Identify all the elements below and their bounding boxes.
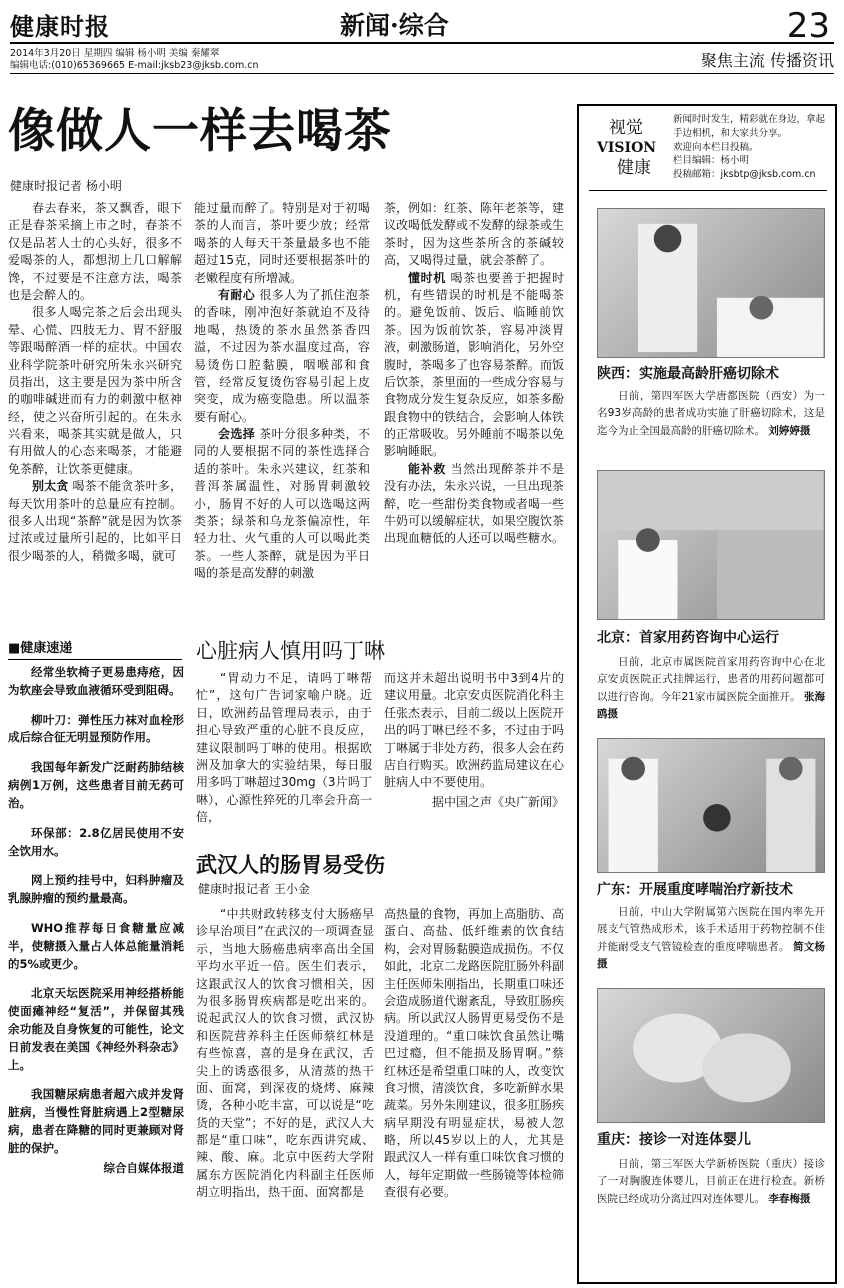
meta-date-editor: 2014年3月20日 星期四 编辑 杨小明 美编 秦耀翠 <box>10 48 220 59</box>
paragraph: 很多人喝完茶之后会出现头晕、心慌、四肢无力、胃不舒服等跟喝醉酒一样的症状。中国农业科学院茶叶研究所朱永兴研究员指出，这主要是因为茶中所含的咖啡碱进而有力的刺激中枢神经，使之兴奋所引起的。在朱永兴看来，喝茶其实就是做人，只有用做人的心态来喝茶，才能避免茶醉，让饮茶更健康。 <box>8 305 182 476</box>
news-text: 日前，第四军医大学唐都医院（西安）为一名93岁高龄的患者成功实施了肝癌切除术，这是迄今为止全国最高龄的肝癌切除术。 刘婷婷摄 <box>597 390 825 437</box>
news-caption: 广东：开展重度哮喘治疗新技术 <box>597 882 793 898</box>
section-title: 新闻·综合 <box>340 11 449 40</box>
news-text: 日前，第三军医大学新桥医院（重庆）接诊了一对胸腹连体婴儿，目前正在进行检查。新桥医院已经成功分离过四对连体婴儿。 李春梅摄 <box>597 1158 825 1205</box>
paragraph: 而这并未超出说明书中3到4片的建议用量。北京安贞医院消化科主任张杰表示，目前二级以上医院开出的吗丁啉已经不多，不过由于吗丁啉属于非处方药，很多人会在药店自行购买。欧洲药监局建议在心脏病人中不要使用。 <box>384 671 564 790</box>
slogan: 聚焦主流 传播资讯 <box>700 51 834 70</box>
news-photo-clinic <box>597 738 825 873</box>
brief-item: 网上预约挂号中，妇科肿瘤及乳腺肿瘤的预约量最高。 <box>8 873 184 906</box>
paragraph: “胃动力不足，请吗丁啉帮忙”，这句广告词家喻户晓。近日，欧洲药品管理局表示，由于担心导致严重的心脏不良反应，建议限制吗丁啉的使用。根据欧洲及加拿大的实验结果，每日服用多吗丁啉超过30mg（3片吗丁啉），心源性猝死的几率会升高一倍， <box>196 671 372 825</box>
brief-item: WHO推荐每日食糖量应减半，使糖摄入量占人体总能量消耗的5%或更少。 <box>8 920 184 971</box>
heart-column-2 <box>384 670 564 850</box>
paragraph: 茶，例如：红茶、陈年老茶等，建议改喝低发酵或不发酵的绿茶或生茶时，因为这些茶所含的茶碱较高，又喝得过量，就会茶醉了。 <box>384 201 564 268</box>
news-photo-pharmacy <box>597 470 825 620</box>
main-byline: 健康时报记者 杨小明 <box>10 179 122 193</box>
brief-item: 环保部：2.8亿居民使用不安全饮用水。 <box>8 825 184 858</box>
masthead <box>10 4 834 44</box>
newspaper-logo: 健康时报 <box>10 12 110 41</box>
wuhan-column-2 <box>384 906 564 1246</box>
vision-intro: 新闻时时发生，精彩就在身边，拿起手边相机，和大家共分享。 欢迎向本栏目投稿。 栏目编辑：杨小明 投稿邮箱：jksbtp@jksb.com.cn <box>673 114 826 181</box>
paragraph: 春去春来，茶又飘香，眼下正是春茶采摘上市之时，春茶不仅是品茗人士的心头好，很多不爱喝茶的人，都想沏上几口解解馋，不过要是不注意方法，喝茶也是会醉人的。 <box>8 201 182 302</box>
news-photo-doctor-patient <box>597 208 825 358</box>
editor-meta <box>10 48 259 72</box>
brief-item: 我国糖尿病患者超六成并发肾脏病，当慢性肾脏病遇上2型糖尿病，患者在降糖的同时更兼顾对肾脏的保护。 <box>8 1087 184 1155</box>
vision-title-cn2: 健康 <box>617 158 651 178</box>
paragraph: 懂时机 喝茶也要善于把握时机，有些错误的时机是不能喝茶的。避免饭前、饭后、临睡前饮茶。因为饭前饮茶，容易冲淡胃液，刺激肠道，影响消化，另外空腹时，茶喝多了也容易茶醉。而饭后饮茶，茶里面的一些成分容易与食物成分发生复杂反应，如茶多酚跟食物中的铁结合，会影响人体铁的正常吸收。另外睡前不喝茶以免影响睡眠。 <box>384 270 564 459</box>
heart-column-1 <box>196 670 372 850</box>
main-headline: 像做人一样去喝茶 <box>8 104 392 159</box>
vision-sidebar <box>577 104 837 1284</box>
paragraph: 能补救 当然出现醉茶并不是没有办法，朱永兴说，一旦出现茶醉，吃一些甜份类食物或者喝一些牛奶可以缓解症状，如果空腹饮茶出现血糖低的人还可以喝些糖水。 <box>384 461 564 546</box>
photo-credit: 张海鸥摄 <box>597 690 825 720</box>
photo-credit: 李春梅摄 <box>768 1192 811 1205</box>
briefs-source: 综合自媒体报道 <box>103 1160 184 1175</box>
briefs-heading: ■健康速递 <box>8 640 182 660</box>
brief-item: 北京天坛医院采用神经搭桥能使面瘫神经“复活”，并保留其残余功能及自身恢复的可能性，论文日前发表在美国《神经外科杂志》上。 <box>8 986 184 1072</box>
vision-title-cn: 视觉 <box>609 118 643 138</box>
news-caption: 北京：首家用药咨询中心运行 <box>597 630 779 646</box>
paragraph: “中共财政转移支付大肠癌早诊早治项目”在武汉的一项调查显示，当地大肠癌患病率高出全国平均水平近一倍。医生们表示，这跟武汉人的饮食习惯相关，因为很多肠胃疾病都是吃出来的。说起武汉人的饮食习惯，武汉协和医院营养科主任医师蔡红林是有些惊喜，喜的是身在武汉，舌尖上的诱惑很多，从清蒸的热干面、面窝，到深夜的烧烤、麻辣烫，各种小吃丰富，可以说是“吃货的天堂”；不好的是，武汉人大都是“重口味”，吃东西讲究咸、辣、酸、麻。北京中医药大学附属东方医院消化内科副主任医师胡立明指出，热干面、面窝都是 <box>196 907 374 1200</box>
news-photo-twins <box>597 988 825 1123</box>
heart-headline: 心脏病人慎用吗丁啉 <box>196 639 385 663</box>
news-text: 日前，北京市属医院首家用药咨询中心在北京安贞医院正式挂牌运行，患者的用药问题都可以进行咨询。今年21家市属医院全面推开。 张海鸥摄 <box>597 656 825 720</box>
wuhan-headline: 武汉人的肠胃易受伤 <box>196 852 385 877</box>
paragraph: 别太贪 喝茶不能贪茶叶多，每天饮用茶叶的总量应有控制。很多人出现“茶醉”就是因为饮茶过浓或过量所引起的，比如平日很少喝茶的人，稍微多喝，就可 <box>8 479 182 563</box>
page-number: 23 <box>786 6 830 46</box>
wuhan-column-1 <box>196 906 374 1246</box>
brief-item: 柳叶刀：弹性压力袜对血栓形成后综合征无明显预防作用。 <box>8 712 184 745</box>
paragraph: 有耐心 很多人为了抓住泡茶的香味，刚冲泡好茶就迫不及待地喝，热烫的茶水虽然茶香四溢，不过因为茶水温度过高，容易烫伤口腔黏膜，咽喉部和食管，经常反复烫伤容易引起上皮突变，成为癌变隐患。所以温茶要有耐心。 <box>194 287 370 424</box>
briefs-list <box>8 664 184 1264</box>
photo-credit: 简文杨摄 <box>597 940 826 970</box>
paragraph: 能过量而醉了。特别是对于初喝茶的人而言，茶叶要少放；经常喝茶的人每天干茶量最多也不能超过15克，同时还要根据茶叶的老嫩程度有所增减。 <box>194 201 370 285</box>
photo-credit: 刘婷婷摄 <box>768 424 811 437</box>
paragraph: 高热量的食物，再加上高脂肪、高蛋白、高盐、低纤维素的饮食结构，会对胃肠黏膜造成损伤。不仅如此，北京二龙路医院肛肠外科副主任医师朱刚指出，长期重口味还会造成肠道代谢紊乱，导致肛肠疾病。所以武汉人肠胃更易受伤不是没道理的。“重口味饮食虽然让嘴巴过瘾，但不能损及肠胃啊。”蔡红林还是希望重口味的人，改变饮食习惯，清淡饮食，多吃新鲜水果蔬菜。另外朱刚建议，很多肛肠疾病早期没有明显症状，易被人忽略，所以45岁以上的人，尤其是跟武汉人一样有重口味饮食习惯的人，每年定期做一些肠镜等体检筛查很有必要。 <box>384 907 564 1200</box>
news-text: 日前，中山大学附属第六医院在国内率先开展支气管热成形术，该手术适用于药物控制不佳并能耐受支气管镜检查的重度哮喘患者。 简文杨摄 <box>597 906 826 970</box>
main-column-1 <box>8 200 182 632</box>
divider <box>10 73 834 74</box>
brief-item: 经常坐软椅子更易患痔疮，因为软座会导致血液循环受到阻碍。 <box>8 665 184 697</box>
news-caption: 重庆：接诊一对连体婴儿 <box>597 1132 751 1148</box>
vision-title-en: VISION <box>597 140 657 156</box>
heart-source: 据中国之声《央广新闻》 <box>431 794 564 809</box>
wuhan-byline: 健康时报记者 王小金 <box>198 882 310 896</box>
main-column-3 <box>384 200 564 632</box>
meta-contact: 编辑电话:(010)65369665 E-mail:jksb23@jksb.com.cn <box>10 59 259 71</box>
brief-item: 我国每年新发广泛耐药肺结核病例1万例，这些患者目前无药可治。 <box>8 760 184 810</box>
main-column-2 <box>194 200 370 632</box>
paragraph: 会选择 茶叶分很多种类，不同的人要根据不同的茶性选择合适的茶叶。朱永兴建议，红茶和普洱茶属温性，对肠胃刺激较小，肠胃不好的人可以选喝这两类茶；绿茶和乌龙茶偏凉性，年轻力壮、火气重的人可以喝此类茶。一些人茶醉，就是因为平日喝的茶是高发酵的刺激 <box>194 427 370 581</box>
divider <box>589 190 827 191</box>
news-caption: 陕西：实施最高龄肝癌切除术 <box>597 366 779 382</box>
